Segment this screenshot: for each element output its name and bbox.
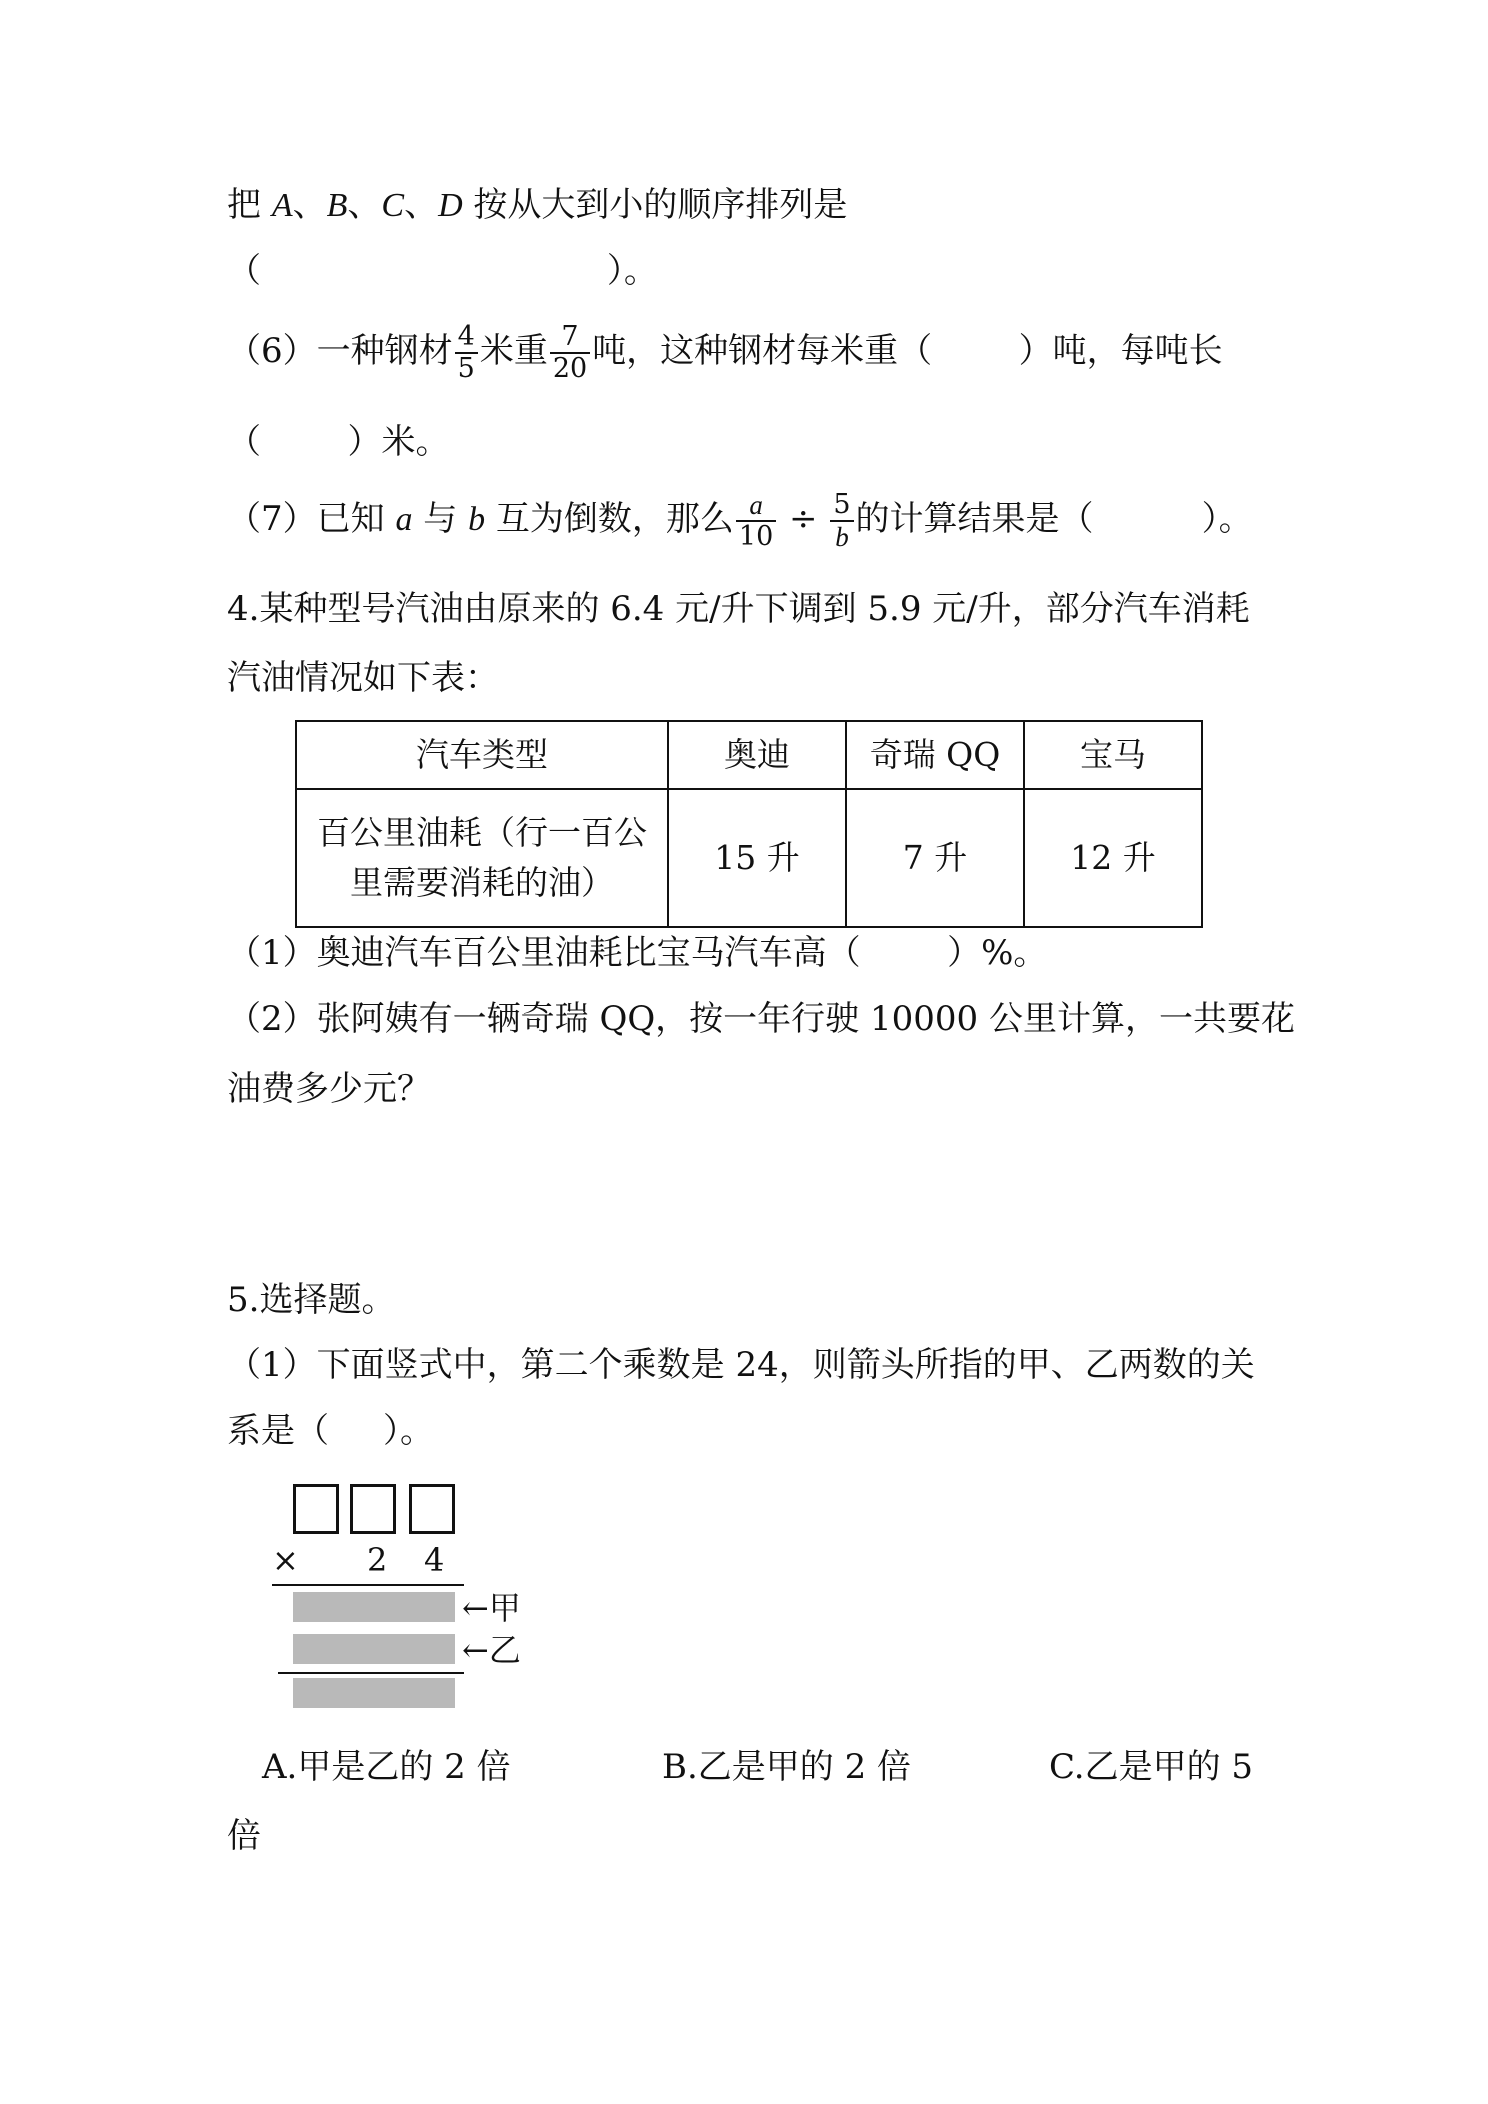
divide-sign: ÷: [778, 499, 829, 539]
problem-4-line1: 4.某种型号汽油由原来的 6.4 元/升下调到 5.9 元/升，部分汽车消耗: [227, 589, 1250, 629]
option-a: A.甲是乙的 2 倍: [262, 1747, 511, 1787]
final-product: [293, 1678, 455, 1708]
question-6-line2: （ ）米。: [227, 422, 450, 462]
digit-box: [409, 1484, 455, 1534]
value-cell: 15 升: [668, 789, 846, 927]
partial-product-yi: [293, 1634, 455, 1664]
row-label-line1: 百公里油耗（行一百公: [317, 813, 647, 852]
value-cell: 12 升: [1024, 789, 1202, 927]
denominator: 10: [738, 521, 774, 552]
var-a: A: [271, 187, 293, 224]
label-jia: ←甲: [462, 1589, 521, 1627]
problem-4-sub2-line1: （2）张阿姨有一辆奇瑞 QQ，按一年行驶 10000 公里计算，一共要花: [227, 999, 1295, 1039]
problem-4-sub1: （1）奥迪汽车百公里油耗比宝马汽车高（ ）%。: [227, 933, 1048, 973]
option-c-wrap: 倍: [227, 1816, 261, 1856]
var-b: b: [468, 501, 486, 538]
sep: 、: [292, 185, 327, 225]
var-c: C: [381, 187, 405, 224]
var-a: a: [395, 501, 413, 538]
numerator: a: [736, 490, 776, 522]
sep: 、: [347, 185, 382, 225]
multiplier-digit: 4: [424, 1541, 445, 1579]
q7-text-c: 互为倒数，那么: [485, 499, 734, 539]
header-cell: 宝马: [1024, 721, 1202, 789]
option-b: B.乙是甲的 2 倍: [662, 1747, 912, 1787]
fraction-a-10: [736, 490, 776, 552]
denominator: 20: [552, 353, 588, 384]
problem-4-line2: 汽油情况如下表：: [227, 658, 499, 698]
header-cell: 汽车类型: [296, 721, 668, 789]
problem-5-title: 5.选择题。: [227, 1280, 396, 1320]
problem-5-sub1-line2: 系是（ ）。: [227, 1411, 435, 1451]
row-label-line2: 里需要消耗的油）: [350, 863, 614, 902]
q6-text-c: 吨，这种钢材每米重（ ）吨，每吨长: [592, 331, 1223, 371]
row-label-cell: [296, 789, 668, 927]
rule-line: [278, 1672, 464, 1674]
header-cell: 奥迪: [668, 721, 846, 789]
problem-4-sub2-line2: 油费多少元？: [227, 1069, 431, 1109]
digit-box: [350, 1484, 396, 1534]
text: 按从大到小的顺序排列是: [462, 185, 848, 225]
denominator: 5: [457, 353, 475, 384]
table-header-row: [296, 721, 1202, 789]
numerator: 4: [455, 322, 478, 354]
fuel-consumption-table: [295, 720, 1203, 928]
times-sign: ×: [272, 1541, 299, 1579]
problem-5-sub1-line1: （1）下面竖式中，第二个乘数是 24，则箭头所指的甲、乙两数的关: [227, 1345, 1255, 1385]
sep: 、: [404, 185, 439, 225]
q6-text-b: 米重: [479, 331, 548, 371]
value-cell: 7 升: [846, 789, 1024, 927]
table-row: [296, 789, 1202, 927]
fraction-5-b: [830, 490, 853, 552]
digit-box: [293, 1484, 339, 1534]
denominator: b: [835, 522, 849, 552]
q7-text-a: （7）已知: [227, 499, 396, 539]
numerator: 7: [550, 322, 590, 354]
question-6: [227, 322, 1223, 384]
question-7: [227, 490, 1253, 552]
q7-text-d: 的计算结果是（ ）。: [855, 499, 1253, 539]
q7-text-b: 与: [412, 499, 469, 539]
partial-product-jia: [293, 1592, 455, 1622]
numerator: 5: [830, 490, 853, 522]
fraction-7-20: [550, 322, 590, 384]
rule-line: [272, 1584, 464, 1586]
var-d: D: [438, 187, 463, 224]
q6-text-a: （6）一种钢材: [227, 331, 453, 371]
text: 把: [227, 185, 272, 225]
option-c: C.乙是甲的 5: [1049, 1747, 1254, 1787]
multiplier-digit: 2: [367, 1541, 388, 1579]
var-b: B: [326, 187, 348, 224]
header-cell: 奇瑞 QQ: [846, 721, 1024, 789]
ordering-answer-blank: （ ）。: [227, 251, 658, 291]
fraction-4-5: [455, 322, 478, 384]
label-yi: ←乙: [462, 1631, 521, 1669]
ordering-question-line: [227, 182, 847, 229]
